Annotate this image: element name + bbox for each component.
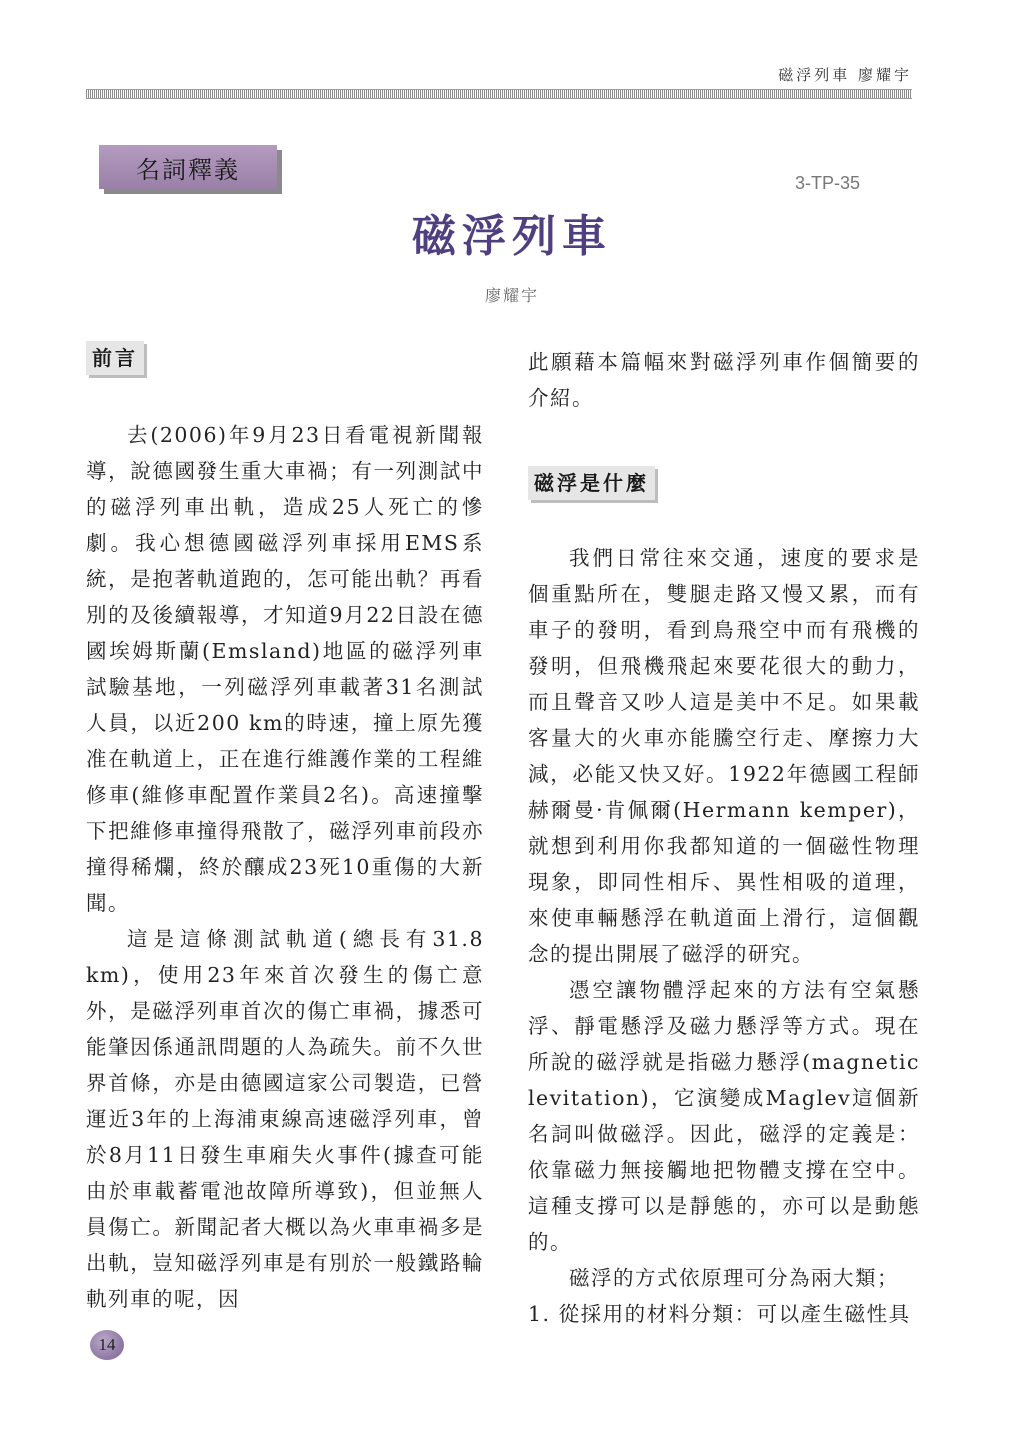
page-number: 14 [90, 1330, 124, 1360]
left-column [86, 340, 484, 1317]
author: 廖耀宇 [484, 286, 539, 305]
section-heading-what-is-maglev: 磁浮是什麼 [528, 466, 655, 500]
header-rule [86, 89, 912, 99]
section-heading-intro: 前言 [86, 341, 144, 375]
running-header: 磁浮列車 廖耀宇 [778, 66, 912, 84]
paragraph: 磁浮的方式依原理可分為兩大類； [569, 1266, 899, 1290]
list-item: 1. 從採用的材料分類：可以產生磁性具 [528, 1302, 911, 1326]
paragraph: 去(2006)年9月23日看電視新聞報導，說德國發生重大車禍；有一列測試中的磁浮列車出軌，造成25人死亡的慘劇。我心想德國磁浮列車採用EMS系統，是抱著軌道跑的，怎可能出軌？再看別的及後續報導，才知道9月22日設在德國埃姆斯蘭(Emsland)地區的磁浮列車試驗基地，一列磁浮列車載著31名測試人員，以近200 km的時速，撞上原先獲准在軌道上，正在進行維護作業的工程維修車(維修車配置作業員2名)。高速撞擊下把維修車撞得飛散了，磁浮列車前段亦撞得稀爛，終於釀成23死10重傷的大新聞。 [86, 423, 484, 915]
page-title: 磁浮列車 [412, 211, 612, 262]
paragraph: 這是這條測試軌道(總長有31.8 km)，使用23年來首次發生的傷亡意外，是磁浮列車首次的傷亡車禍，據悉可能肇因係通訊問題的人為疏失。前不久世界首條，亦是由德國這家公司製造，已營運近3年的上海浦東線高速磁浮列車，曾於8月11日發生車廂失火事件(據查可能由於車載蓄電池故障所導致)，但並無人員傷亡。新聞記者大概以為火車車禍多是出軌，豈知磁浮列車是有別於一般鐵路輪軌列車的呢，因 [86, 927, 484, 1311]
paragraph: 憑空讓物體浮起來的方法有空氣懸浮、靜電懸浮及磁力懸浮等方式。現在所說的磁浮就是指磁力懸浮(magnetic levitation)，它演變成Maglev這個新名詞叫做磁浮。因此，磁浮的定義是：依靠磁力無接觸地把物體支撐在空中。這種支撐可以是靜態的，亦可以是動態的。 [528, 978, 920, 1254]
right-column [528, 344, 920, 1332]
paragraph: 我們日常往來交通，速度的要求是個重點所在，雙腿走路又慢又累，而有車子的發明，看到鳥飛空中而有飛機的發明，但飛機飛起來要花很大的動力，而且聲音又吵人這是美中不足。如果載客量大的火車亦能騰空行走、摩擦力大減，必能又快又好。1922年德國工程師赫爾曼·肯佩爾(Hermann kemper)，就想到利用你我都知道的一個磁性物理現象，即同性相斥、異性相吸的道理，來使車輛懸浮在軌道面上滑行，這個觀念的提出開展了磁浮的研究。 [528, 546, 920, 966]
paragraph-continuation: 此願藉本篇幅來對磁浮列車作個簡要的介紹。 [528, 350, 920, 410]
doc-code: 3-TP-35 [794, 173, 860, 193]
term-badge: 名詞釋義 [99, 145, 277, 189]
